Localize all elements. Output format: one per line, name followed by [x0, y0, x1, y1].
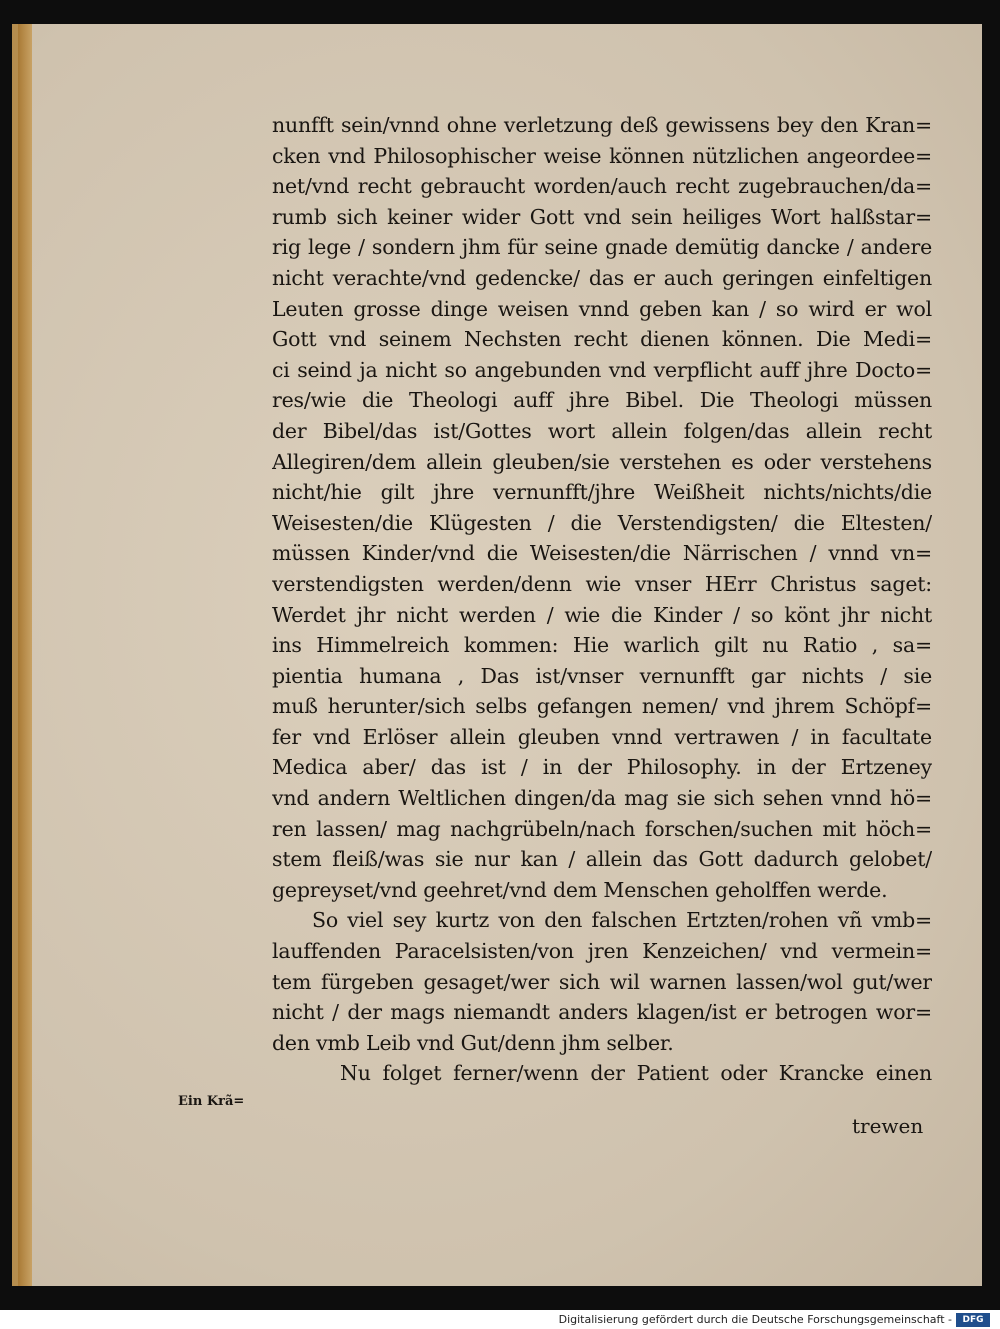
text-line: verstendigsten werden/denn wie vnser HErr Christus saget: [272, 571, 932, 596]
text-line: nicht / der mags niemandt anders klagen/ist er betrogen wor= [272, 1000, 932, 1025]
text-line: ins Himmelreich kommen: Hie warlich gilt nu Ratio , sa= [272, 633, 932, 658]
text-line: ren lassen/ mag nachgrübeln/nach forschen/suchen mit höch= [272, 816, 932, 841]
text-block [272, 110, 932, 1089]
text-line: müssen Kinder/vnd die Weisesten/die Närrischen / vnnd vn= [272, 541, 932, 566]
text-line: net/vnd recht gebraucht worden/auch recht zugebrauchen/da= [272, 174, 932, 199]
text-line: tem fürgeben gesaget/wer sich wil warnen lassen/wol gut/wer [272, 969, 932, 994]
text-line: Allegiren/dem allein gleuben/sie verstehen es oder verstehens [272, 449, 932, 474]
dfg-logo-icon: DFG [956, 1313, 990, 1327]
text-line: Werdet jhr nicht werden / wie die Kinder / so könt jhr nicht [272, 602, 932, 627]
text-line: lauffenden Paracelsisten/von jren Kenzeichen/ vnd vermein= [272, 939, 932, 964]
text-line: fer vnd Erlöser allein gleuben vnnd vertrawen / in facultate [272, 724, 932, 749]
text-line: So viel sey kurtz von den falschen Ertzten/rohen vñ vmb= [312, 908, 932, 933]
page-binding-edge [18, 24, 32, 1286]
text-line: vnd andern Weltlichen dingen/da mag sie sich sehen vnnd hö= [272, 786, 932, 811]
text-line: den vmb Leib vnd Gut/denn jhm selber. [272, 1030, 674, 1055]
text-line: Nu folget ferner/wenn der Patient oder Krancke einen [340, 1061, 932, 1086]
text-line: der Bibel/das ist/Gottes wort allein folgen/das allein recht [272, 418, 932, 443]
text-line: nicht/hie gilt jhre vernunfft/jhre Weißheit nichts/nichts/die [272, 480, 932, 505]
footer-credit: Digitalisierung gefördert durch die Deutsche Forschungsgemeinschaft - [558, 1313, 952, 1326]
catchword: trewen [852, 1114, 924, 1138]
text-line: Medica aber/ das ist / in der Philosophy. in der Ertzeney [272, 755, 932, 780]
text-line: nicht verachte/vnd gedencke/ das er auch geringen einfeltigen [272, 265, 932, 290]
text-line: muß herunter/sich selbs gefangen nemen/ vnd jhrem Schöpf= [272, 694, 932, 719]
text-line: stem fleiß/was sie nur kan / allein das Gott dadurch gelobet/ [272, 847, 932, 872]
text-line: ci seind ja nicht so angebunden vnd verpflicht auff jhre Docto= [272, 357, 932, 382]
text-line: Gott vnd seinem Nechsten recht dienen können. Die Medi= [272, 327, 932, 352]
footer [0, 1310, 1000, 1329]
marginal-note: Ein Krã= [178, 1094, 245, 1109]
text-line: res/wie die Theologi auff jhre Bibel. Die Theologi müssen [272, 388, 932, 413]
text-line: pientia humana , Das ist/vnser vernunfft gar nichts / sie [272, 663, 932, 688]
text-line: nunfft sein/vnnd ohne verletzung deß gewissens bey den Kran= [272, 113, 932, 137]
text-line: cken vnd Philosophischer weise können nützlichen angeordee= [272, 143, 932, 168]
text-line: gepreyset/vnd geehret/vnd dem Menschen geholffen werde. [272, 877, 888, 902]
text-line: rumb sich keiner wider Gott vnd sein heiliges Wort halßstar= [272, 204, 932, 229]
text-line: rig lege / sondern jhm für seine gnade demütig dancke / andere [272, 235, 932, 260]
text-line: Weisesten/die Klügesten / die Verstendigsten/ die Eltesten/ [272, 510, 932, 535]
text-line: Leuten grosse dinge weisen vnnd geben kan / so wird er wol [272, 296, 932, 321]
